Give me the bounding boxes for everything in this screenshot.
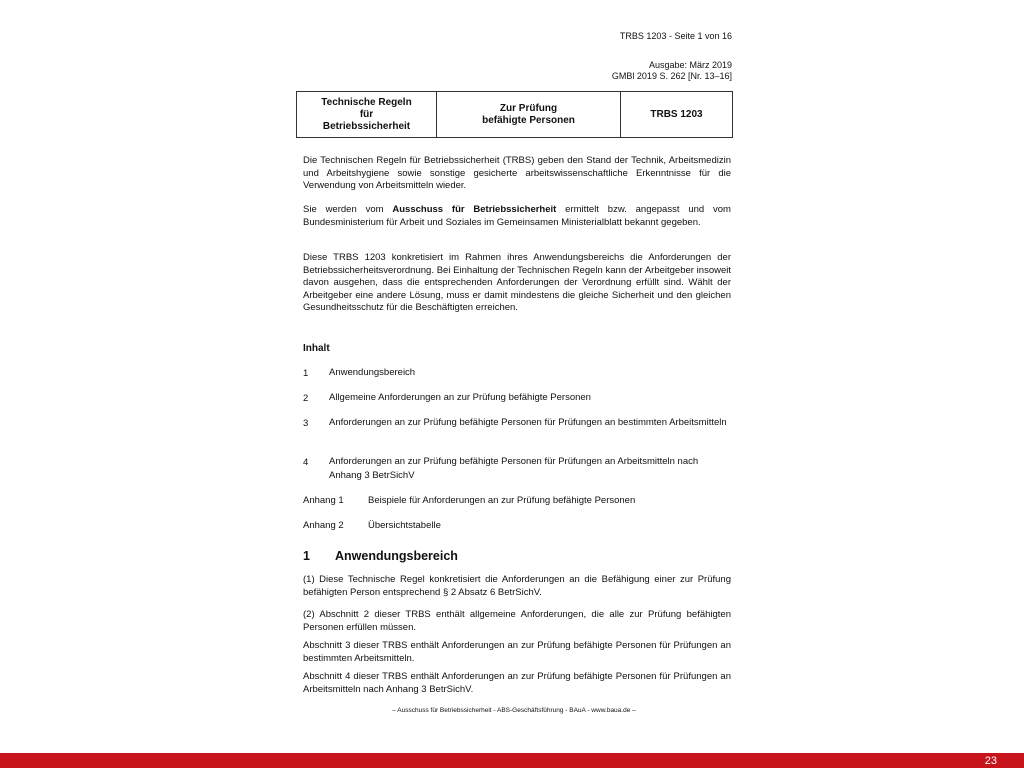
title-cell-regulations (297, 92, 437, 138)
slide-footer-bar (0, 753, 1024, 768)
section-title: Anwendungsbereich (335, 549, 458, 563)
title-cell-line: Betriebssicherheit (322, 120, 411, 132)
toc-entry: Allgemeine Anforderungen an zur Prüfung befähigte Personen (329, 392, 591, 403)
committee-paragraph (303, 204, 731, 229)
intro-paragraph: Die Technischen Regeln für Betriebssicherheit (TRBS) geben den Stand der Technik, Arbeitsmedizin und Arbeitshygiene sowie sonstige gesicherte arbeitswissenschaftliche Erkenntnisse für die Verwendung von Arbeitsmitteln wieder. (303, 155, 731, 192)
contents-heading: Inhalt (303, 343, 330, 354)
toc-number: 3 (303, 418, 309, 429)
section-paragraph: Abschnitt 4 dieser TRBS enthält Anforderungen an zur Prüfung befähigte Personen für Prüfungen an Arbeitsmitteln nach Anhang 3 BetrSichV. (303, 671, 731, 695)
title-cell-line: befähigte Personen (482, 114, 575, 126)
section-paragraph: (1) Diese Technische Regel konkretisiert die Anforderungen an die Befähigung einer zur Prüfung befähigten Person entsprechend § 2 Absatz 6 BetrSichV. (303, 574, 731, 598)
toc-number: 1 (303, 368, 309, 379)
annex-label: Anhang 2 (303, 520, 344, 531)
toc-number: 2 (303, 393, 309, 404)
annex-entry: Übersichtstabelle (368, 520, 441, 531)
title-cell-line: Technische Regeln (321, 96, 412, 108)
scope-paragraph: Diese TRBS 1203 konkretisiert im Rahmen ihres Anwendungsbereichs die Anforderungen der Betriebssicherheitsverordnung. Bei Einhaltung der Technischen Regeln kann der Arbeitgeber insoweit davon ausgehen, dass die entsprechenden Anforderungen der Verordnung erfüllt sind. Wählt der Arbeitgeber eine andere Lösung, muss er damit mindestens die gleiche Sicherheit und den gleichen Gesundheitsschutz für die Beschäftigten erreichen. (303, 252, 731, 314)
toc-number: 4 (303, 457, 309, 468)
title-cell-line: für (359, 108, 374, 120)
section-number: 1 (303, 549, 310, 563)
section-paragraph: (2) Abschnitt 2 dieser TRBS enthält allgemeine Anforderungen, die alle zur Prüfung befähigten Personen erfüllen müssen. (303, 609, 731, 633)
toc-entry: Anwendungsbereich (329, 367, 416, 378)
page-header: TRBS 1203 - Seite 1 von 16 (619, 31, 732, 41)
annex-entry: Beispiele für Anforderungen an zur Prüfung befähigte Personen (368, 495, 636, 506)
committee-name: Ausschuss für Betriebssicherheit (392, 204, 557, 215)
paragraph-text: Sie werden vom (303, 204, 393, 215)
paragraph-text: ermittelt bzw. angepasst und vom Bundesministerium für Arbeit und Soziales im Gemeinsamen Ministerialblatt bekannt gegeben. (303, 204, 731, 228)
issue-date: Ausgabe: März 2019 (648, 60, 732, 70)
title-cell-subject (437, 92, 621, 138)
slide-page-number: 23 (984, 755, 997, 767)
gmbl-reference: GMBl 2019 S. 262 [Nr. 13–16] (611, 71, 732, 81)
title-cell-line: Zur Prüfung (499, 102, 558, 114)
title-cell-code: TRBS 1203 (621, 92, 733, 138)
page-footer: – Ausschuss für Betriebssicherheit - ABS-Geschäftsführung - BAuA - www.baua.de – (392, 707, 636, 714)
toc-entry: Anforderungen an zur Prüfung befähigte Personen für Prüfungen an Arbeitsmitteln nach Anhang 3 BetrSichV (329, 456, 699, 481)
toc-entry: Anforderungen an zur Prüfung befähigte Personen für Prüfungen an bestimmten Arbeitsmitteln (329, 417, 727, 428)
title-table (296, 91, 733, 138)
section-paragraph: Abschnitt 3 dieser TRBS enthält Anforderungen an zur Prüfung befähigte Personen für Prüfungen an bestimmten Arbeitsmitteln. (303, 640, 731, 664)
annex-label: Anhang 1 (303, 495, 344, 506)
